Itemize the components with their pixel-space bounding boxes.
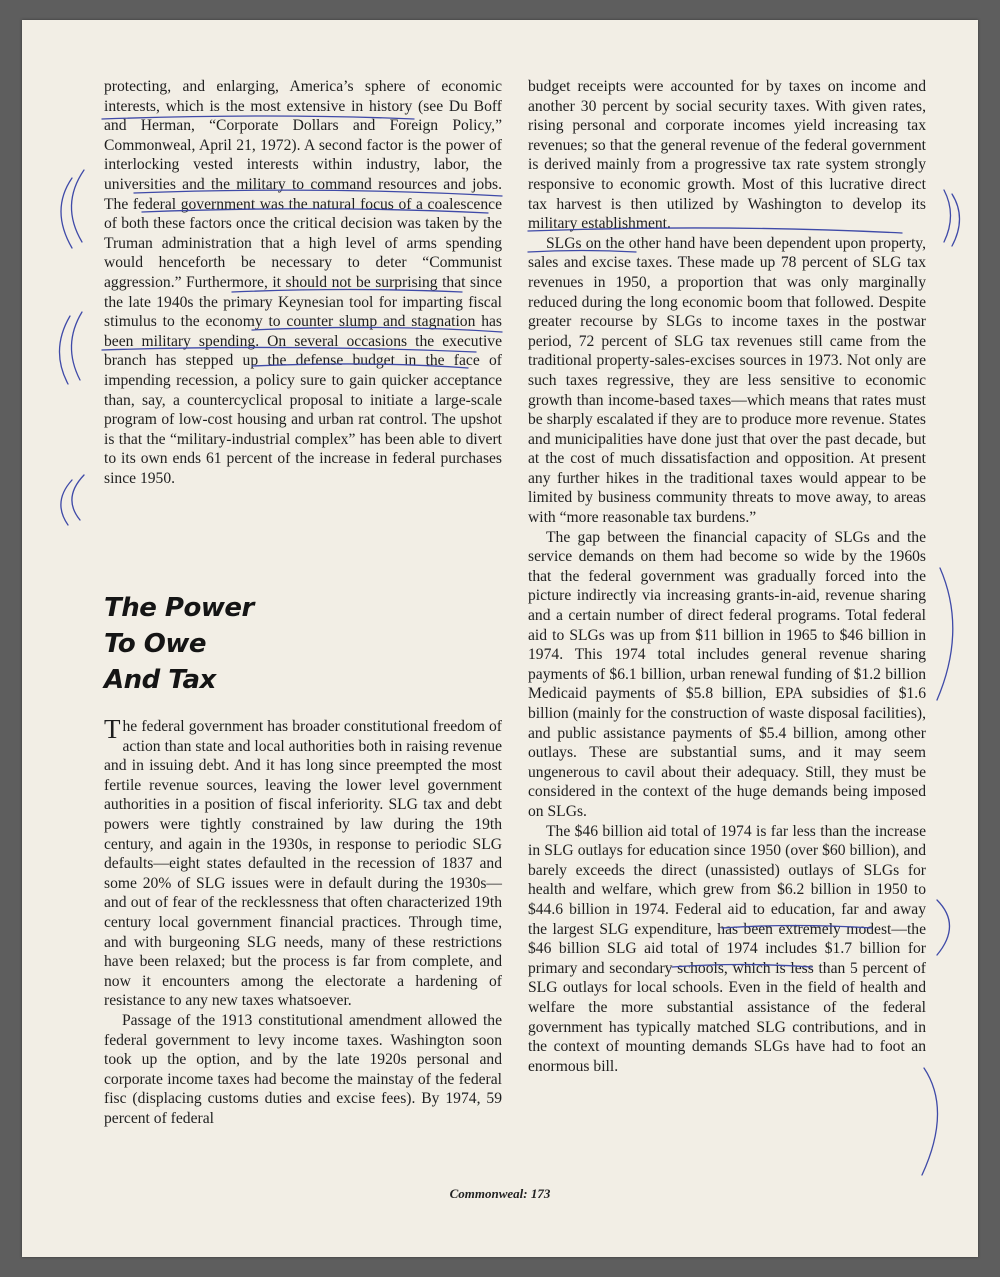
footer-page-number: 173 [530, 1186, 551, 1201]
drop-cap: T [104, 714, 121, 744]
underline-mark [134, 190, 502, 196]
underline-mark [102, 347, 476, 352]
underline-mark [142, 209, 488, 213]
paragraph: budget receipts were accounted for by taxes on income and another 30 percent by social security taxes. With given rates, rising personal and corporate incomes yield increasing tax revenues; so that the general revenue of the federal government is derived mainly from a progressive tax rate system strongly responsive to economic growth. Most of this lucrative direct tax harvest is then utilized by Washington to develop its military establishment. [528, 78, 926, 233]
bracket-mark [71, 170, 84, 242]
bracket-mark [937, 568, 953, 700]
bracket-mark [944, 190, 951, 242]
heading-line: To Owe [104, 629, 207, 659]
underline-mark [722, 926, 872, 929]
heading-line: And Tax [104, 665, 216, 695]
bracket-mark [61, 178, 72, 248]
underline-mark [528, 228, 902, 233]
underline-mark [252, 327, 502, 332]
underline-mark [102, 116, 414, 119]
paragraph: protecting, and enlarging, America’s sphere of economic interests, which is the most extensive in history (see Du Boff and Herman, “Corporate Dollars and Foreign Policy,” Commonweal, April 21, 1972). A second factor is the power of interlocking vested interests within industry, labor, the universities and the military to command resources and jobs. The federal government was the natural focus of a coalescence of both these factors once the critical decision was taken by the Truman administration that a high level of arms spending would henceforth be necessary to deter “Communist aggression.” Furthermore, it should not be surprising that since the late 1940s the primary Keynesian tool for imparting fiscal stimulus to the economy to counter slump and stagnation has been military spending. On several occasions the executive branch has stepped up the defense budget in the face of impending recession, a policy sure to gain quicker acceptance than, say, a countercyclical proposal to initiate a large-scale program of low-cost housing and urban rat control. The upshot is that the “military-industrial complex” has been able to divert to its own ends 61 percent of the increase in federal purchases since 1950. [104, 78, 502, 487]
bracket-mark [922, 1068, 938, 1175]
paragraph: SLGs on the other hand have been dependent upon property, sales and excise taxes. These made up 78 percent of SLG tax revenues in 1950, a proportion that was only marginally reduced during the long economic boom that followed. Despite greater recourse by SLGs to income taxes in the postwar period, 72 percent of SLG tax revenues still came from the traditional property-sales-excises sources in 1973. Not only are such taxes regressive, they are less sensitive to economic growth than income-based taxes—which means that rates must be sharply escalated if they are to produce more revenue. States and municipalities have done just that over the past decade, but at the cost of much dissatisfaction and opposition. At present any further hikes in the traditional taxes would appear to be limited by business community threats to move away, to areas with “more reasonable tax burdens.” [528, 234, 926, 527]
bracket-mark [61, 480, 72, 525]
underline-mark [672, 965, 812, 968]
bracket-mark [72, 475, 84, 520]
underline-mark [252, 364, 468, 368]
bracket-mark [952, 194, 960, 246]
footer-publication: Commonweal: [449, 1186, 528, 1201]
heading-line: The Power [104, 593, 254, 623]
underline-mark [528, 251, 636, 253]
pen-annotations [22, 20, 978, 1257]
underline-mark [232, 290, 462, 293]
bracket-mark [59, 316, 70, 384]
paragraph: The $46 billion aid total of 1974 is far less than the increase in SLG outlays for education since 1950 (over $60 billion), and barely exceeds the direct (unassisted) outlays of SLGs for health and welfare, which grew from $6.2 billion in 1950 to $44.6 billion in 1974. Federal aid to education, far and away the largest SLG expenditure, has been extremely modest—the $46 billion SLG aid total of 1974 includes $1.7 billion for primary and secondary schools, which is less than 5 percent of SLG outlays for local schools. Even in the field of health and welfare the more substantial assistance of the federal government has typically matched SLG contributions, and in the context of mounting demands SLGs have had to foot an enormous bill. [528, 822, 926, 1075]
document-page [22, 20, 978, 1257]
paragraph: Passage of the 1913 constitutional amendment allowed the federal government to levy income taxes. Washington soon took up the option, and by the late 1920s personal and corporate income taxes had become the mainstay of the federal fisc (displacing customs duties and excise fees). By 1974, 59 percent of federal [104, 1011, 502, 1127]
paragraph: The gap between the financial capacity of SLGs and the service demands on them had become so wide by the 1960s that the federal government was gradually forced into the picture indirectly via increasing grants-in-aid, revenue sharing and a certain number of direct federal programs. Total federal aid to SLGs was up from $11 billion in 1965 to $46 billion in 1974. This 1974 total includes general revenue sharing payments of $6.1 billion, urban renewal funding of $1.2 billion Medicaid payments of $5.8 billion, EPA subsidies of $1.6 billion (mainly for the construction of waste disposal facilities), and public assistance payments of $5.4 billion, among other outlays. These are substantial sums, and it may seem ungenerous to cavil about their adequacy. Still, they must be considered in the context of the huge demands being imposed on SLGs. [528, 528, 926, 820]
paragraph-text: he federal government has broader constitutional freedom of action than state and local authorities both in raising revenue and in issuing debt. And it has long since preempted the most fertile revenue sources, leaving the lower level government authorities in a position of fiscal inferiority. SLG tax and debt powers were tightly constrained by law during the 19th century, and again in the 1930s, in response to periodic SLG defaults—eight states defaulted in the recession of 1837 and some 20% of SLG issues were in default during the 1930s—and out of fear of the recklessness that often characterized 19th century local government financial practices. Through time, and with burgeoning SLG needs, many of these restrictions have been relaxed; but the process is far from complete, and now it encounters among the electorate a hardening of resistance to any new taxes whatsoever. [104, 718, 502, 1010]
bracket-mark [71, 312, 82, 380]
bracket-mark [937, 900, 950, 955]
